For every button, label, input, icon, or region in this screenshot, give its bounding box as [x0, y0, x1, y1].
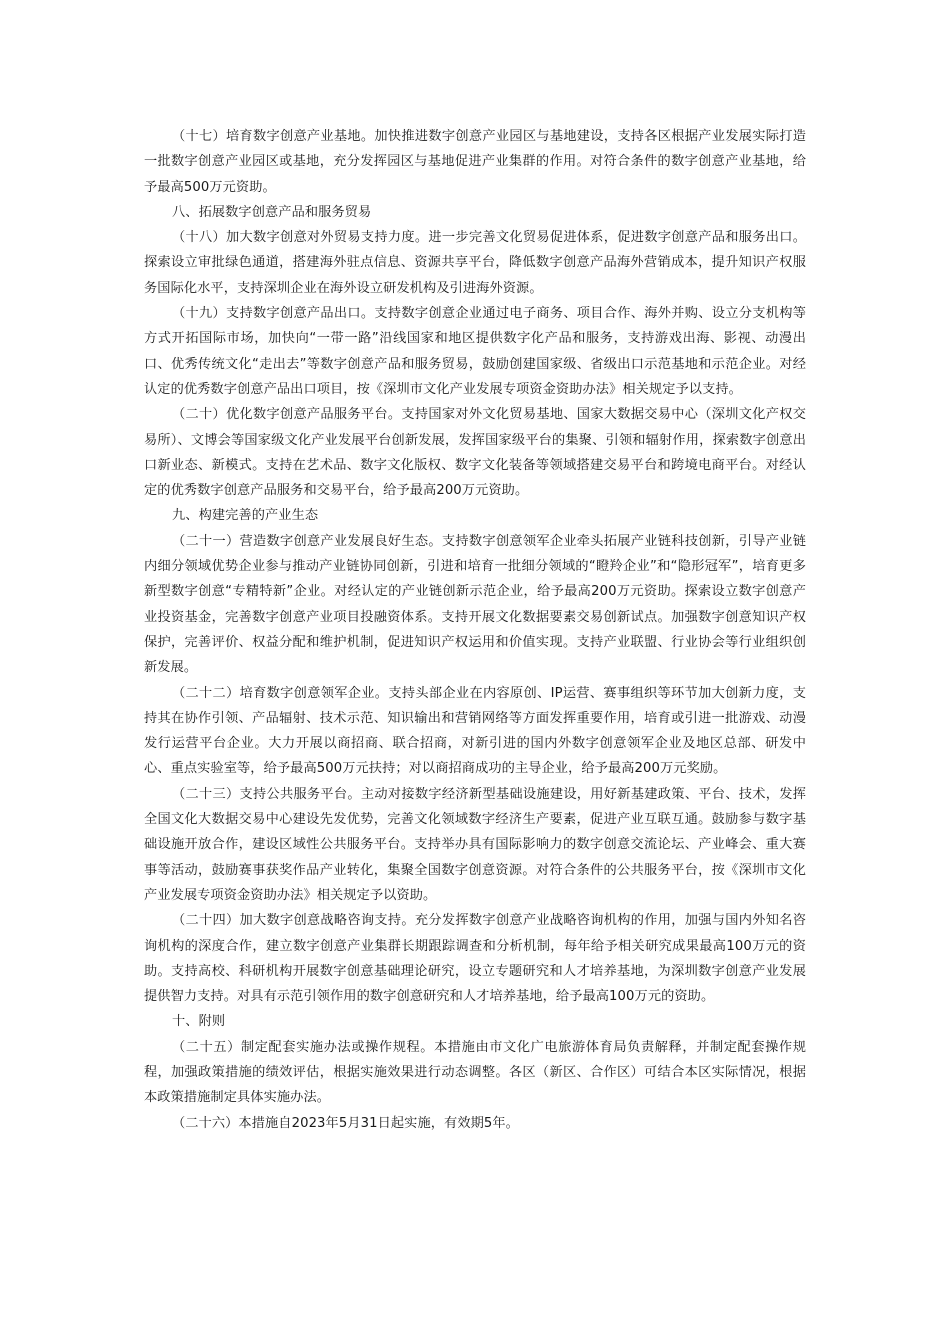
article-24: （二十四）加大数字创意战略咨询支持。充分发挥数字创意产业战略咨询机构的作用，加强与国内外知名咨询机构的深度合作，建立数字创意产业集群长期跟踪调查和分析机制，每年给予相关研究成果最高100万元的资助。支持高校、科研机构开展数字创意基础理论研究，设立专题研究和人才培养基地，为深圳数字创意产业发展提供智力支持。对具有示范引领作用的数字创意研究和人才培养基地，给予最高100万元的资助。 [144, 913, 806, 1005]
article-25: （二十五）制定配套实施办法或操作规程。本措施由市文化广电旅游体育局负责解释，并制定配套操作规程，加强政策措施的绩效评估，根据实施效果进行动态调整。各区（新区、合作区）可结合本区实际情况，根据本政策措施制定具体实施办法。 [144, 1039, 806, 1106]
article-17: （十七）培育数字创意产业基地。加快推进数字创意产业园区与基地建设，支持各区根据产业发展实际打造一批数字创意产业园区或基地，充分发挥园区与基地促进产业集群的作用。对符合条件的数字创意产业基地，给予最高500万元资助。 [144, 129, 806, 195]
section-heading-9: 九、构建完善的产业生态 [172, 508, 319, 524]
document-body [144, 124, 806, 1136]
article-26: （二十六）本措施自2023年5月31日起实施，有效期5年。 [172, 1115, 519, 1131]
article-23: （二十三）支持公共服务平台。主动对接数字经济新型基础设施建设，用好新基建政策、平台、技术，发挥全国文化大数据交易中心建设先发优势，完善文化领域数字经济生产要素，促进产业互联互通。鼓励参与数字基础设施开放合作，建设区域性公共服务平台。支持举办具有国际影响力的数字创意交流论坛、产业峰会、重大赛事等活动，鼓励赛事获奖作品产业转化，集聚全国数字创意资源。对符合条件的公共服务平台，按《深圳市文化产业发展专项资金资助办法》相关规定予以资助。 [144, 786, 806, 903]
article-19: （十九）支持数字创意产品出口。支持数字创意企业通过电子商务、项目合作、海外并购、设立分支机构等方式开拓国际市场，加快向“一带一路”沿线国家和地区提供数字化产品和服务，支持游戏出海、影视、动漫出口、优秀传统文化“走出去”等数字创意产品和服务贸易，鼓励创建国家级、省级出口示范基地和示范企业。对经认定的优秀数字创意产品出口项目，按《深圳市文化产业发展专项资金资助办法》相关规定予以支持。 [144, 306, 806, 397]
section-heading-10: 十、附则 [172, 1014, 226, 1030]
article-21: （二十一）营造数字创意产业发展良好生态。支持数字创意领军企业牵头拓展产业链科技创新，引导产业链内细分领域优势企业参与推动产业链协同创新，引进和培育一批细分领域的“瞪羚企业”和“隐形冠军”，培育更多新型数字创意“专精特新”企业。对经认定的产业链创新示范企业，给予最高200万元资助。探索设立数字创意产业投资基金，完善数字创意产业项目投融资体系。支持开展文化数据要素交易创新试点。加强数字创意知识产权保护，完善评价、权益分配和维护机制，促进知识产权运用和价值实现。支持产业联盟、行业协会等行业组织创新发展。 [144, 533, 806, 676]
article-22: （二十二）培育数字创意领军企业。支持头部企业在内容原创、IP运营、赛事组织等环节加大创新力度，支持其在协作引领、产品辐射、技术示范、知识输出和营销网络等方面发挥重要作用，培育或引进一批游戏、动漫发行运营平台企业。大力开展以商招商、联合招商，对新引进的国内外数字创意领军企业及地区总部、研发中心、重点实验室等，给予最高500万元扶持；对以商招商成功的主导企业，给予最高200万元奖励。 [144, 685, 806, 777]
article-20: （二十）优化数字创意产品服务平台。支持国家对外文化贸易基地、国家大数据交易中心（深圳文化产权交易所）、文博会等国家级文化产业发展平台创新发展，发挥国家级平台的集聚、引领和辐射作用，探索数字创意出口新业态、新模式。支持在艺术品、数字文化版权、数字文化装备等领域搭建交易平台和跨境电商平台。对经认定的优秀数字创意产品服务和交易平台，给予最高200万元资助。 [144, 407, 806, 499]
article-18: （十八）加大数字创意对外贸易支持力度。进一步完善文化贸易促进体系，促进数字创意产品和服务出口。探索设立审批绿色通道，搭建海外驻点信息、资源共享平台，降低数字创意产品海外营销成本，提升知识产权服务国际化水平，支持深圳企业在海外设立研发机构及引进海外资源。 [144, 230, 806, 296]
section-heading-8: 八、拓展数字创意产品和服务贸易 [172, 204, 372, 220]
